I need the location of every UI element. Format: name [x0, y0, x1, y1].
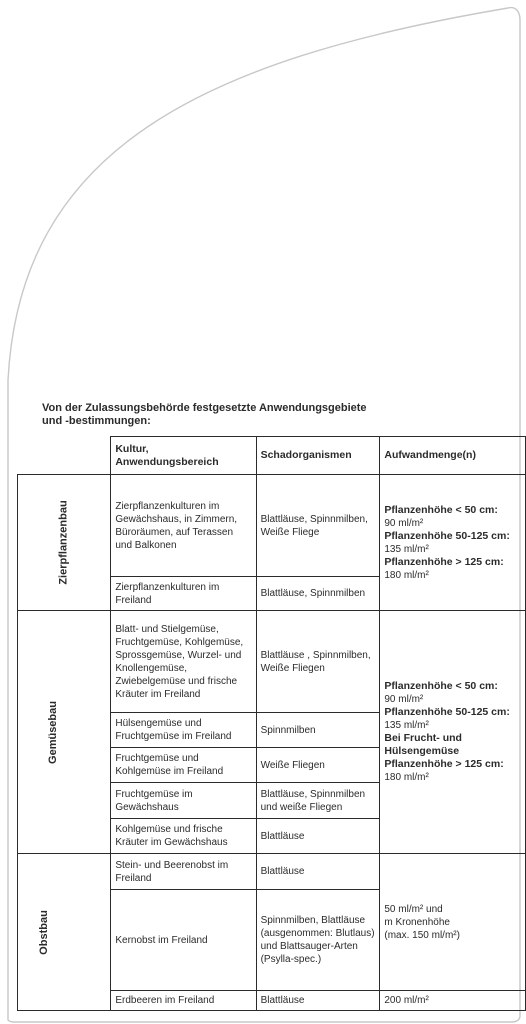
- cell-kultur: Zierpflanzenkulturen im Gewächshaus, in Zimmern, Büroräumen, auf Terassen und Balkonen: [111, 475, 256, 577]
- rate-value: 180 ml/m²: [384, 772, 429, 783]
- cell-schadorganismen: Blattläuse: [256, 991, 380, 1011]
- rate-value: 135 ml/m²: [384, 720, 429, 731]
- cell-kultur: Blatt- und Stielgemüse, Fruchtgemüse, Kohlgemüse, Sprossgemüse, Wurzel- und Knollengemüse, Zwiebelgemüse und frische Kräuter im Freiland: [111, 611, 256, 713]
- group-label-gemuese: Gemüsebau: [46, 700, 59, 764]
- rate-label: Pflanzenhöhe < 50 cm:: [384, 680, 498, 692]
- cell-kultur: Kohlgemüse und frische Kräuter im Gewächshaus: [111, 819, 256, 854]
- rate-line: 50 ml/m² und: [384, 903, 443, 915]
- group-zierpflanzenbau: [18, 475, 111, 611]
- cell-kultur: Hülsengemüse und Fruchtgemüse im Freiland: [111, 713, 256, 748]
- rate-label: Pflanzenhöhe 50-125 cm:: [384, 529, 510, 542]
- cell-rate-zier: [380, 475, 526, 611]
- rate-label: Pflanzenhöhe > 125 cm:: [384, 758, 504, 770]
- rate-label: Bei Frucht- und: [384, 732, 462, 744]
- rate-line: (max. 150 ml/m²): [384, 929, 460, 941]
- column-header-aufwandmenge: Aufwandmenge(n): [380, 437, 526, 475]
- cell-kultur: Stein- und Beerenobst im Freiland: [111, 854, 256, 890]
- group-gemuesebau: [18, 611, 111, 854]
- cell-schadorganismen: Blattläuse, Spinnmilben: [256, 577, 380, 611]
- cell-schadorganismen: Blattläuse , Spinnmilben, Weiße Fliegen: [256, 611, 380, 713]
- group-label-zier: Zierpflanzenbau: [57, 500, 70, 585]
- header-blank-cell: [18, 437, 111, 475]
- cell-schadorganismen: Blattläuse, Spinnmilben, Weiße Fliege: [256, 475, 380, 577]
- column-header-kultur: [111, 437, 256, 475]
- section-heading: [42, 402, 482, 428]
- cell-kultur: Fruchtgemüse und Kohlgemüse im Freiland: [111, 748, 256, 783]
- rate-line: m Kronenhöhe: [384, 916, 450, 928]
- rate-value: 90 ml/m²: [384, 694, 424, 705]
- column-header-kultur-line-1: Kultur,: [115, 442, 149, 455]
- rate-value: 90 ml/m²: [384, 517, 424, 529]
- column-header-schadorganismen: Schadorganismen: [256, 437, 380, 475]
- group-label-obst: Obstbau: [37, 909, 50, 955]
- header-row: [18, 437, 526, 475]
- heading-line-1: Von der Zulassungsbehörde festgesetzte Anwendungsgebiete: [42, 402, 367, 414]
- rate-label: Pflanzenhöhe < 50 cm:: [384, 503, 498, 516]
- cell-kultur: Kernobst im Freiland: [111, 890, 256, 991]
- application-table: [17, 436, 526, 1011]
- cell-kultur: Erdbeeren im Freiland: [111, 991, 256, 1011]
- cell-kultur: Zierpflanzenkulturen im Freiland: [111, 577, 256, 611]
- cell-schadorganismen: Spinnmilben, Blattläuse (ausgenommen: Blutlaus) und Blattsauger-Arten (Psylla-spec.): [256, 890, 380, 991]
- cell-schadorganismen: Spinnmilben: [256, 713, 380, 748]
- rate-label: Pflanzenhöhe > 125 cm:: [384, 555, 504, 568]
- table-row: [18, 854, 526, 890]
- cell-schadorganismen: Blattläuse, Spinnmilben und weiße Fliegen: [256, 783, 380, 819]
- column-header-kultur-line-2: Anwendungsbereich: [115, 455, 219, 468]
- cell-rate-erdbeeren: 200 ml/m²: [380, 991, 526, 1011]
- cell-rate-gemuese: [380, 611, 526, 854]
- rate-label: Pflanzenhöhe 50-125 cm:: [384, 706, 510, 718]
- rate-value: 180 ml/m²: [384, 569, 429, 581]
- cell-schadorganismen: Blattläuse: [256, 854, 380, 890]
- table-row: [18, 611, 526, 713]
- cell-kultur: Fruchtgemüse im Gewächshaus: [111, 783, 256, 819]
- cell-schadorganismen: Blattläuse: [256, 819, 380, 854]
- rate-label: Hülsengemüse: [384, 745, 460, 757]
- cell-schadorganismen: Weiße Fliegen: [256, 748, 380, 783]
- table-row: [18, 475, 526, 577]
- group-obstbau: [18, 854, 111, 1011]
- cell-rate-obst: [380, 854, 526, 991]
- rate-value: 135 ml/m²: [384, 543, 429, 555]
- heading-line-2: und -bestimmungen:: [42, 415, 151, 427]
